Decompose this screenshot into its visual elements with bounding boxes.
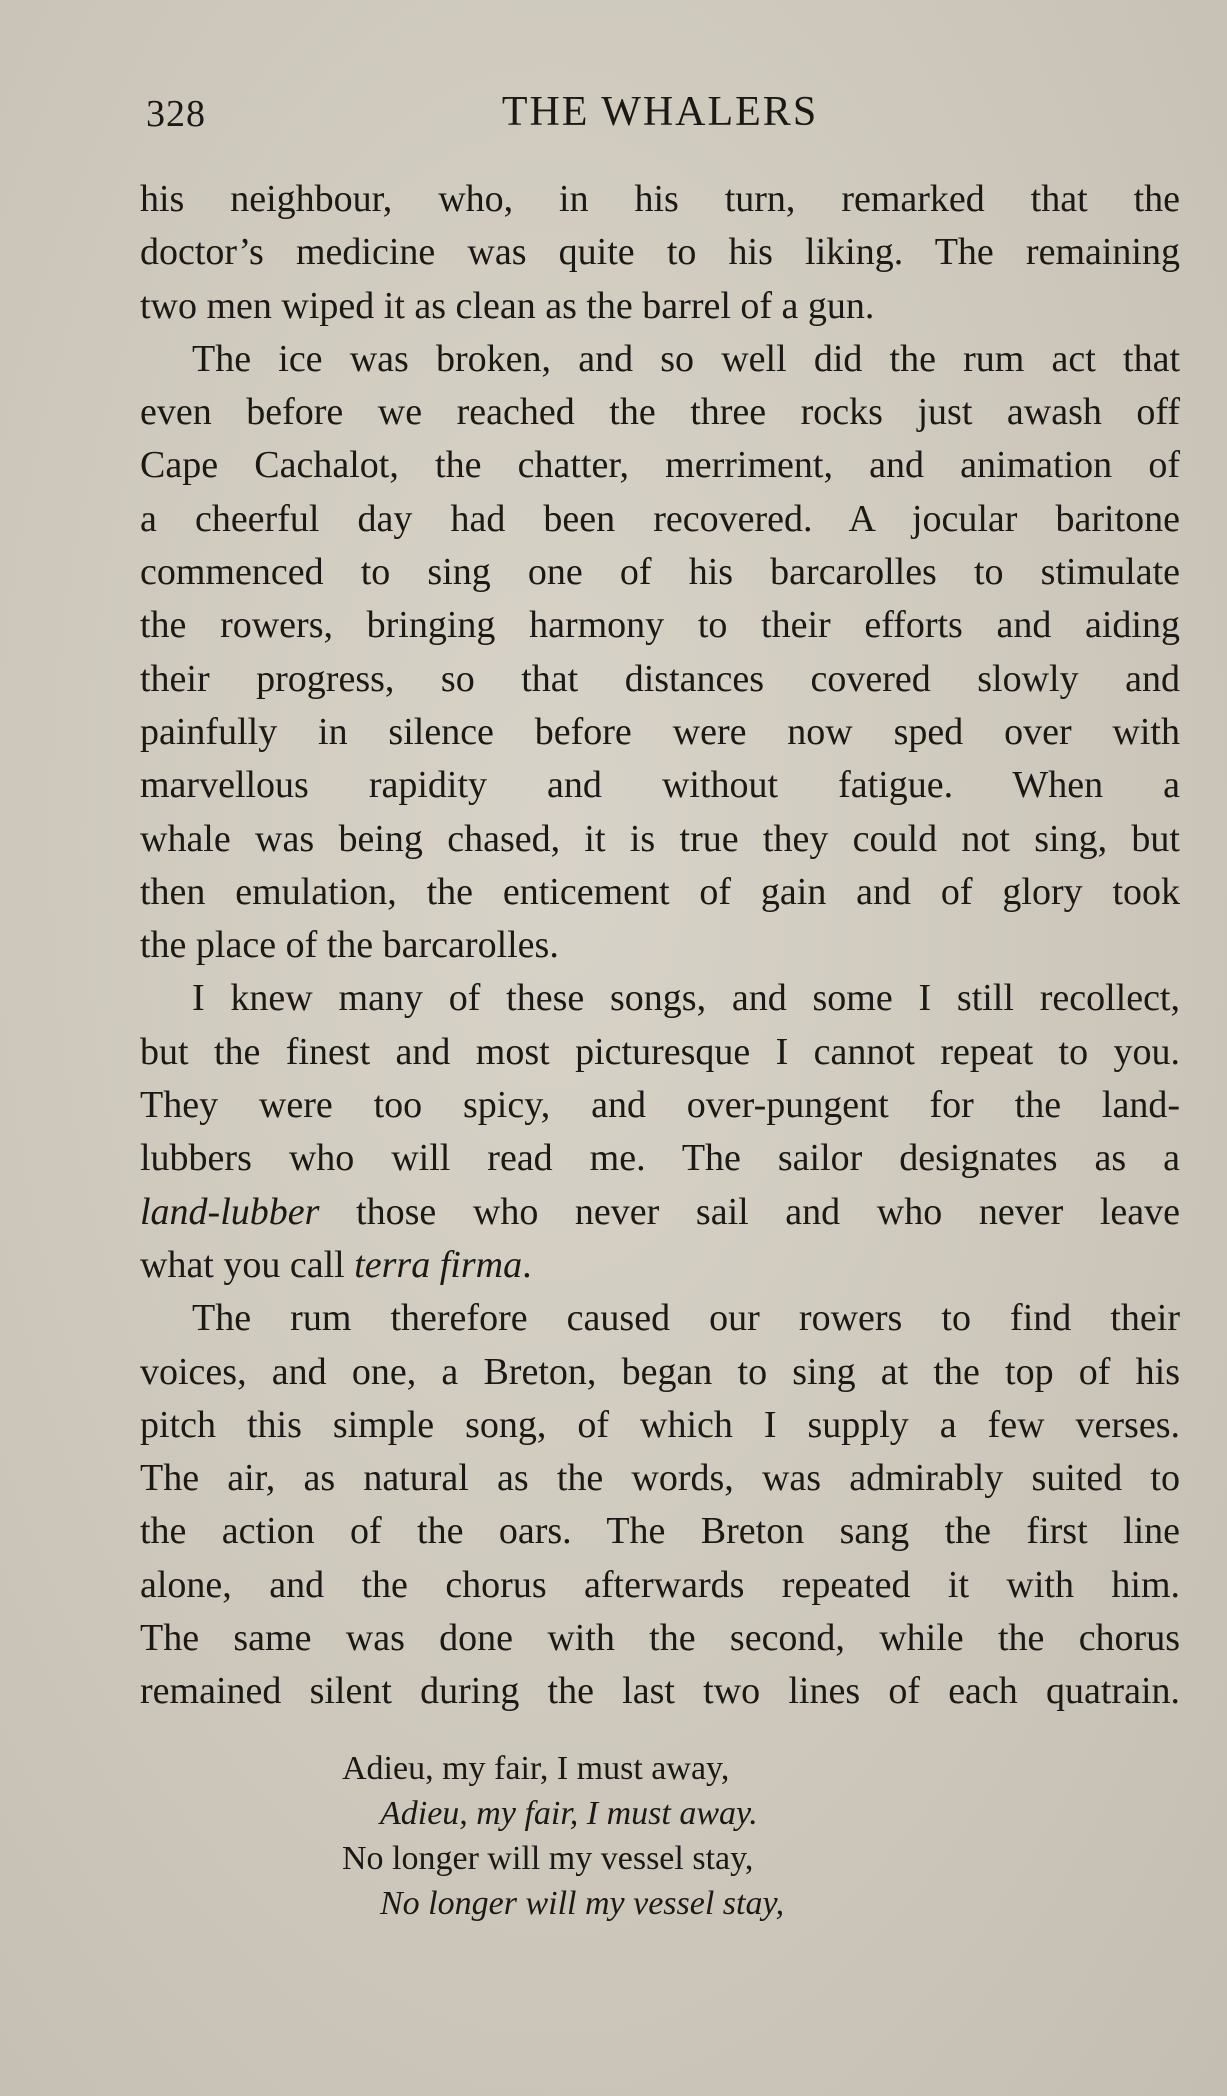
verse-line: Adieu, my fair, I must away, bbox=[342, 1750, 730, 1787]
text-line: the place of the barcarolles. bbox=[140, 924, 559, 967]
text-line: doctor’s medicine was quite to his liking. The remaining bbox=[140, 231, 1180, 274]
text-line: They were too spicy, and over-pungent for the land- bbox=[140, 1084, 1180, 1127]
text-line: The rum therefore caused our rowers to find their bbox=[192, 1297, 1180, 1340]
text-line: Cape Cachalot, the chatter, merriment, and animation of bbox=[140, 444, 1180, 487]
italic-term: terra firma bbox=[354, 1243, 523, 1286]
verse-refrain: No longer will my vessel stay, bbox=[380, 1885, 785, 1922]
text-line: the rowers, bringing harmony to their efforts and aiding bbox=[140, 604, 1180, 647]
text-line: voices, and one, a Breton, began to sing at the top of his bbox=[140, 1350, 1180, 1393]
verse-refrain: Adieu, my fair, I must away. bbox=[380, 1795, 758, 1832]
verse-line: No longer will my vessel stay, bbox=[342, 1840, 754, 1877]
text-line: The air, as natural as the words, was admirably suited to bbox=[140, 1457, 1180, 1500]
text-line: painfully in silence before were now sped over with bbox=[140, 710, 1180, 753]
text-line: then emulation, the enticement of gain and of glory took bbox=[140, 870, 1180, 913]
text-line: a cheerful day had been recovered. A jocular baritone bbox=[140, 497, 1180, 540]
text-line-with-italic bbox=[140, 1239, 1180, 1292]
text-line: their progress, so that distances covered slowly and bbox=[140, 657, 1180, 700]
body-text bbox=[140, 173, 1180, 1719]
running-title: THE WHALERS bbox=[501, 89, 819, 135]
page-number: 328 bbox=[146, 93, 206, 135]
text-line: marvellous rapidity and without fatigue. When a bbox=[140, 764, 1180, 807]
text-fragment: what you call bbox=[140, 1243, 355, 1286]
text-line: two men wiped it as clean as the barrel of a gun. bbox=[140, 284, 875, 327]
italic-term: land-lubber bbox=[140, 1190, 320, 1233]
text-line: alone, and the chorus afterwards repeated it with him. bbox=[140, 1563, 1180, 1606]
text-line: his neighbour, who, in his turn, remarked that the bbox=[140, 178, 1180, 220]
text-line: pitch this simple song, of which I supply a few verses. bbox=[140, 1403, 1180, 1446]
text-line: but the finest and most picturesque I cannot repeat to you. bbox=[140, 1030, 1180, 1073]
text-line: whale was being chased, it is true they could not sing, but bbox=[140, 817, 1180, 860]
text-line: lubbers who will read me. The sailor designates as a bbox=[140, 1137, 1180, 1180]
text-fragment: those who never sail and who never leave bbox=[319, 1190, 1180, 1233]
text-line: the action of the oars. The Breton sang the first line bbox=[140, 1510, 1180, 1553]
running-head bbox=[140, 88, 1180, 148]
text-line: The ice was broken, and so well did the rum act that bbox=[192, 337, 1180, 380]
song-verses bbox=[342, 1746, 1042, 1926]
text-line: commenced to sing one of his barcarolles to stimulate bbox=[140, 551, 1180, 594]
text-line: I knew many of these songs, and some I still recollect, bbox=[192, 977, 1180, 1020]
text-line-with-italic bbox=[140, 1186, 1180, 1239]
text-line: The same was done with the second, while the chorus bbox=[140, 1617, 1180, 1660]
text-fragment: . bbox=[522, 1243, 532, 1286]
text-line: remained silent during the last two lines of each quatrain. bbox=[140, 1670, 1180, 1713]
text-line: even before we reached the three rocks just awash off bbox=[140, 391, 1180, 434]
